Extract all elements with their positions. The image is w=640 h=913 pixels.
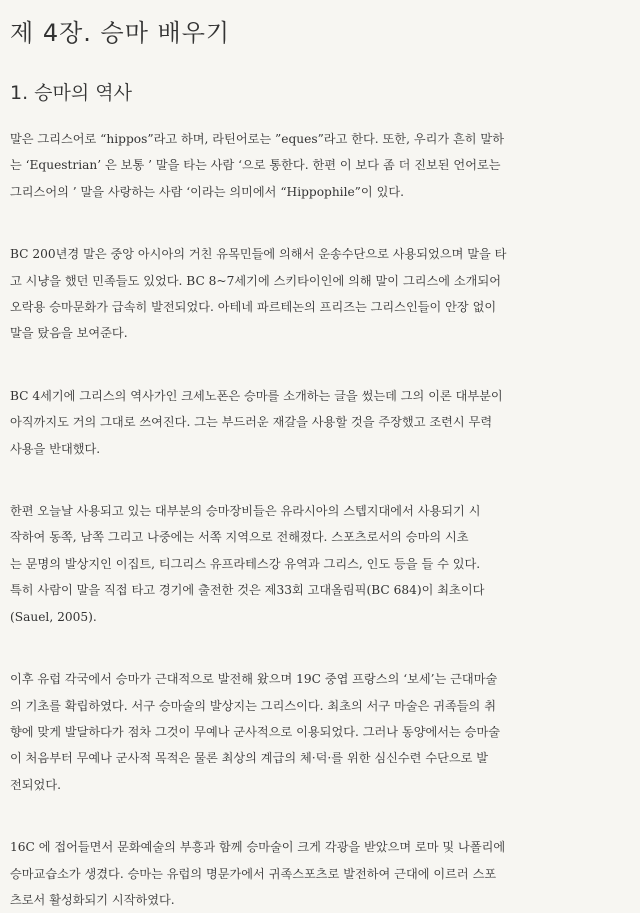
paragraph-line: BC 200년경 말은 중앙 아시아의 거친 유목민들에 의해서 운송수단으로 사용되었으며 말을 타	[10, 247, 507, 262]
paragraph-line: 는 ‘Equestrian’ 은 보통 ’ 말을 타는 사람 ‘으로 통한다. 한편 이 보다 좀 더 진보된 언어로는	[10, 158, 501, 173]
paragraph-4	[10, 498, 622, 630]
paragraph-line: 말을 탔음을 보여준다.	[10, 326, 128, 341]
paragraph-line: 아직까지도 거의 그대로 쓰여진다. 그는 부드러운 재갈을 사용할 것을 주장했고 조련시 무력	[10, 415, 493, 430]
paragraph-line: (Sauel, 2005).	[10, 609, 97, 624]
paragraph-3	[10, 383, 622, 462]
paragraph-line: 고 시냥을 했던 민족들도 있었다. BC 8~7세기에 스키타이인에 의해 말이 그리스에 소개되어	[10, 273, 502, 288]
paragraph-line: 전되었다.	[10, 777, 61, 792]
paragraph-line: 16C 에 접어들면서 문화예술의 부흥과 함께 승마술이 크게 각광을 받았으며 로마 및 나폴리에	[10, 840, 506, 855]
paragraph-5	[10, 666, 622, 798]
paragraph-line: 오락용 승마문화가 급속히 발전되었다. 아테네 파르테논의 프리즈는 그리스인들이 안장 없이	[10, 300, 497, 315]
paragraph-6	[10, 834, 622, 913]
paragraph-line: 이후 유럽 각국에서 승마가 근대적으로 발전해 왔으며 19C 중엽 프랑스의 ‘보세’는 근대마술	[10, 672, 498, 687]
paragraph-line: 이 처음부터 무예나 군사적 목적은 물론 최상의 계급의 체·덕·를 위한 심신수련 수단으로 발	[10, 751, 489, 766]
chapter-title: 제 4장. 승마 배우기	[10, 19, 231, 47]
paragraph-line: 사용을 반대했다.	[10, 441, 101, 456]
paragraph-line: 는 문명의 발상지인 이집트, 티그리스 유프라테스강 유역과 그리스, 인도 등을 들 수 있다.	[10, 556, 481, 571]
paragraph-line: 그리스어의 ’ 말을 사랑하는 사람 ‘이라는 의미에서 “Hippophile”이 있다.	[10, 184, 404, 199]
paragraph-line: 특히 사람이 말을 직접 타고 경기에 출전한 것은 제33회 고대올림픽(BC 684)이 최초이다	[10, 583, 485, 598]
paragraph-line: BC 4세기에 그리스의 역사가인 크세노폰은 승마를 소개하는 글을 썼는데 그의 이론 대부분이	[10, 388, 503, 403]
paragraph-line: 승마교습소가 생겼다. 승마는 유럽의 명문가에서 귀족스포츠로 발전하여 근대에 이르러 스포	[10, 866, 497, 881]
paragraph-2	[10, 241, 622, 347]
paragraph-line: 향에 맞게 발달하다가 점차 그것이 무예나 군사적으로 이용되었다. 그러나 동양에서는 승마술	[10, 724, 500, 739]
paragraph-line: 츠로서 활성화되기 시작하였다.	[10, 892, 175, 907]
paragraph-1	[10, 126, 622, 205]
paragraph-line: 말은 그리스어로 “hippos”라고 하며, 라틴어로는 ”eques”라고 한다. 또한, 우리가 흔히 말하	[10, 132, 504, 146]
paragraph-line: 한편 오늘날 사용되고 있는 대부분의 승마장비들은 유라시아의 스텝지대에서 사용되기 시	[10, 504, 481, 519]
section-title: 1. 승마의 역사	[10, 82, 132, 104]
paragraph-line: 의 기초를 확립하였다. 서구 승마술의 발상지는 그리스이다. 최초의 서구 마술은 귀족들의 취	[10, 698, 496, 713]
paragraph-line: 작하여 동쪽, 남쪽 그리고 나중에는 서쪽 지역으로 전해졌다. 스포츠로서의 승마의 시초	[10, 530, 469, 545]
